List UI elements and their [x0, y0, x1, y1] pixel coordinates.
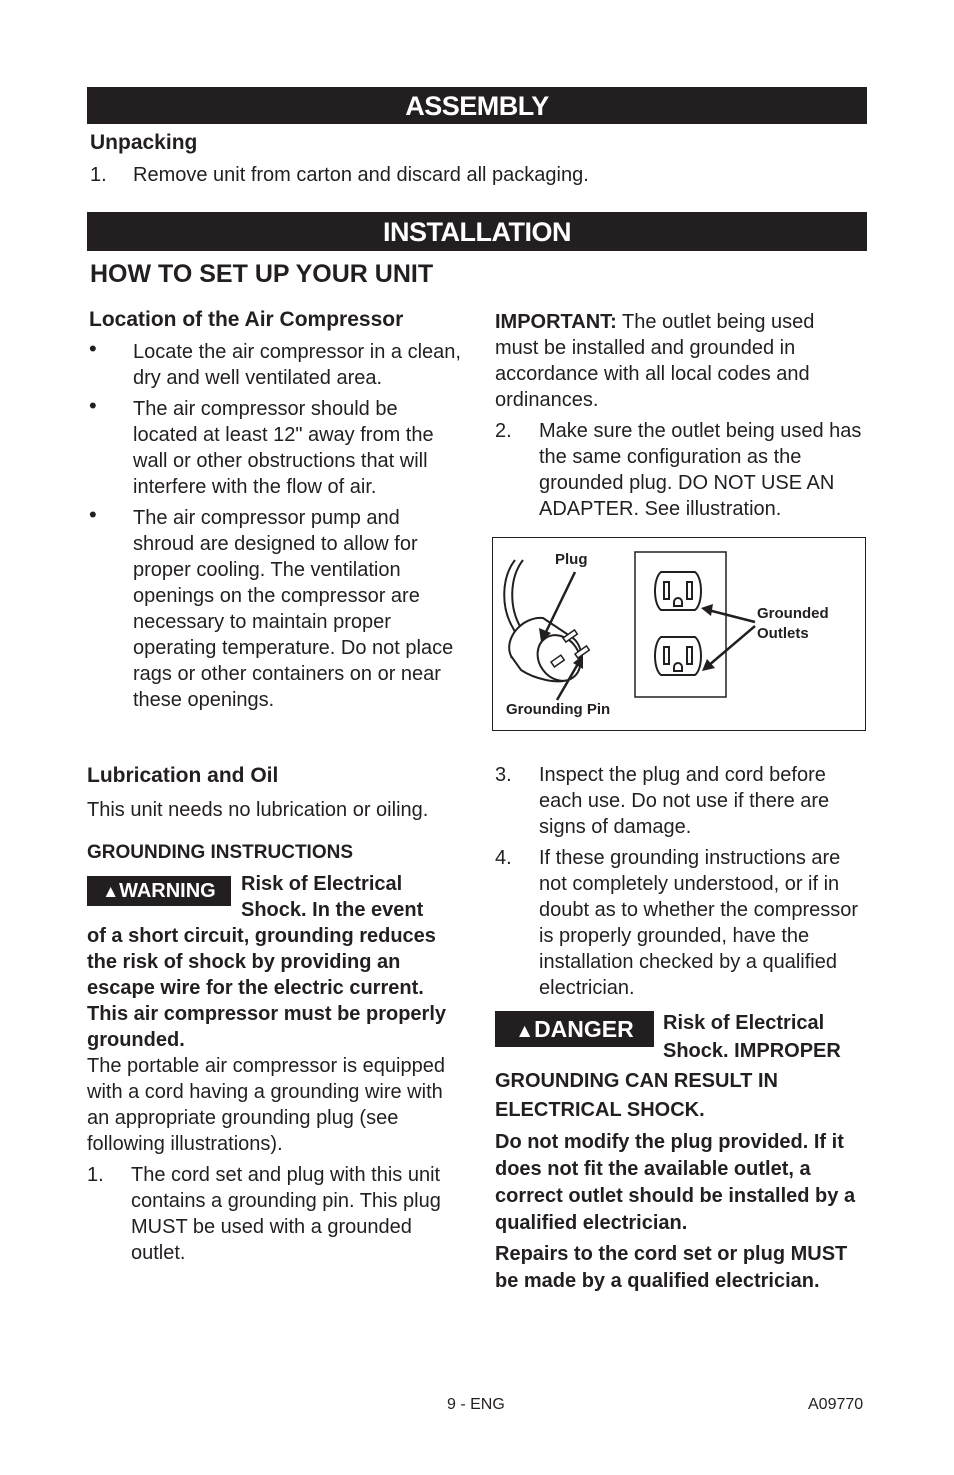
right-column-top: [495, 309, 863, 522]
danger-paragraph-1: Do not modify the plug provided. If it does not fit the available outlet, a correct outlet should be installed by a qualified electrician.: [495, 1131, 856, 1234]
warning-badge-label: WARNING: [119, 880, 216, 902]
list-item: [89, 393, 464, 500]
right-column-bottom: [495, 762, 867, 1295]
plug-label: Plug: [555, 551, 588, 568]
grounding-step-3: [495, 762, 867, 840]
warning-text: of a short circuit, grounding reduces the risk of shock by providing an escape wire for the electric current. This air compressor must be properly grounded.: [87, 925, 446, 1051]
document-code: A09770: [808, 1396, 864, 1413]
danger-paragraph-2: Repairs to the cord set or plug MUST be made by a qualified electrician.: [495, 1243, 848, 1292]
grounding-step-2: [495, 418, 863, 522]
grounding-step-1: [87, 1162, 465, 1266]
danger-badge-label: DANGER: [534, 1016, 634, 1042]
step-text: Make sure the outlet being used has the same configuration as the grounded plug. DO NOT USE AN ADAPTER. See illustration.: [539, 420, 862, 520]
grounding-warning-block: [87, 871, 465, 1266]
location-bullet-list: [89, 336, 464, 713]
plug-outlet-illustration: [492, 537, 866, 731]
grounding-intro: The portable air compressor is equipped with a cord having a grounding wire with an appropriate grounding plug (see following illustrations).: [87, 1055, 445, 1155]
warning-lead-text: Risk of Electrical Shock. In the event: [241, 873, 424, 921]
bullet-text: The air compressor pump and shroud are designed to allow for proper cooling. The ventilation openings on the compressor are necessary to maintain proper operating temperature. Do not place rags or other containers on or near these openings.: [133, 507, 454, 711]
important-note: [495, 309, 863, 413]
bullet-icon: •: [89, 336, 97, 361]
assembly-banner: ASSEMBLY: [87, 87, 867, 124]
warning-badge: [87, 876, 231, 906]
lubrication-text: This unit needs no lubrication or oiling.: [87, 799, 429, 821]
unpacking-heading: Unpacking: [90, 131, 198, 154]
danger-header: [495, 1009, 867, 1067]
step-text: If these grounding instructions are not completely understood, or if in doubt as to whether the compressor is properly grounded, have the installation checked by a qualified electrician.: [539, 847, 859, 999]
important-label: IMPORTANT:: [495, 311, 617, 333]
bullet-icon: •: [89, 393, 97, 418]
grounded-outlets-label: [757, 604, 829, 644]
list-item: [89, 502, 464, 713]
bullet-text: The air compressor should be located at least 12" away from the wall or other obstructions that will interfere with the flow of air.: [133, 398, 434, 498]
location-heading: Location of the Air Compressor: [89, 308, 404, 331]
danger-badge: [495, 1011, 654, 1047]
step-number: 1.: [87, 1164, 104, 1186]
page-number: 9 - ENG: [447, 1396, 505, 1413]
lubrication-heading: Lubrication and Oil: [87, 764, 279, 787]
warning-triangle-icon: ▲: [102, 882, 120, 901]
bullet-text: Locate the air compressor in a clean, dry and well ventilated area.: [133, 341, 461, 389]
unpacking-step-text: Remove unit from carton and discard all packaging.: [133, 164, 589, 186]
step-number: 3.: [495, 764, 512, 786]
grounding-step-4: [495, 845, 867, 1001]
step-text: The cord set and plug with this unit contains a grounding pin. This plug MUST be used with a grounded outlet.: [131, 1164, 441, 1264]
danger-text: GROUNDING CAN RESULT IN ELECTRICAL SHOCK.: [495, 1070, 778, 1121]
step-number: 2.: [495, 420, 512, 442]
unpacking-step: [90, 162, 790, 188]
list-item: [89, 336, 464, 391]
setup-heading: HOW TO SET UP YOUR UNIT: [90, 260, 434, 288]
step-text: Inspect the plug and cord before each use. Do not use if there are signs of damage.: [539, 764, 830, 838]
grounding-pin-label: Grounding Pin: [506, 701, 611, 718]
grounded-outlets-label-line2: Outlets: [757, 625, 809, 642]
important-text: The outlet being used must be installed and grounded in accordance with all local codes and ordinances.: [495, 311, 815, 411]
bullet-icon: •: [89, 502, 97, 527]
step-number: 4.: [495, 847, 512, 869]
installation-banner: INSTALLATION: [87, 212, 867, 251]
grounded-outlets-label-line1: Grounded: [757, 605, 829, 622]
grounding-heading: GROUNDING INSTRUCTIONS: [87, 842, 353, 863]
danger-lead-text: Risk of Electrical Shock. IMPROPER: [663, 1012, 841, 1062]
danger-triangle-icon: ▲: [515, 1021, 535, 1042]
unpacking-step-number: 1.: [90, 164, 107, 186]
